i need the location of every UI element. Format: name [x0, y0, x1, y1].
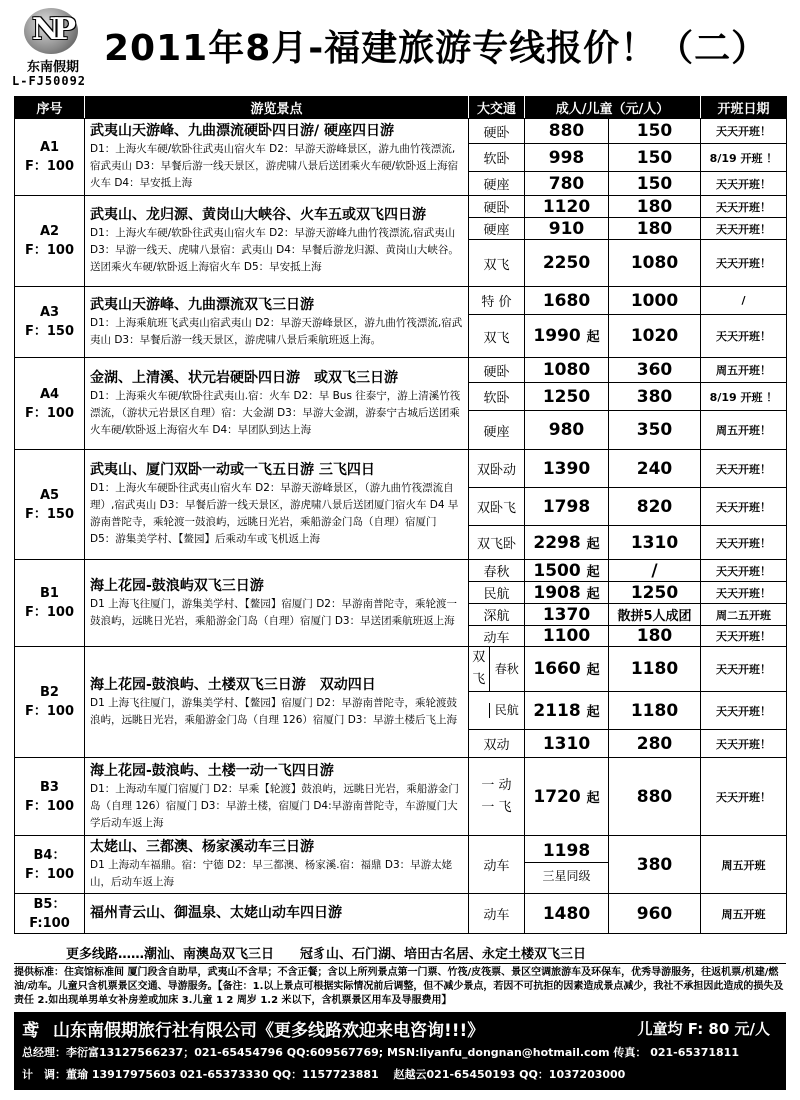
route-title: 海上花园-鼓浪屿双飞三日游	[90, 577, 264, 594]
adult-price: 998	[525, 144, 609, 172]
schedule-cell: 天天开班！	[701, 526, 787, 560]
route-title: 武夷山天游峰、九曲漂流硬卧四日游/ 硬座四日游	[90, 123, 394, 139]
transport-cell: 硬座	[469, 218, 525, 240]
child-price: 360	[609, 358, 701, 383]
route-info-cell	[85, 647, 469, 758]
child-price: 1020	[609, 315, 701, 358]
transport-cell: 动车	[469, 836, 525, 894]
child-price: 820	[609, 488, 701, 526]
adult-price: 1680	[525, 287, 609, 315]
schedule-cell: 天天开班！	[701, 647, 787, 692]
adult-price: 1720	[533, 786, 581, 807]
route-info-cell	[85, 836, 469, 894]
child-price: 1310	[609, 526, 701, 560]
child-price: 180	[609, 626, 701, 647]
adult-price: 1198	[525, 840, 608, 863]
adult-price-cell	[525, 758, 609, 836]
schedule-cell: 天天开班！	[701, 730, 787, 758]
route-code-cell: A2 F：100	[15, 196, 85, 287]
price-suffix: 起	[586, 663, 600, 678]
schedule-cell: 天天开班！	[701, 488, 787, 526]
transport-group-spacer	[469, 703, 489, 718]
transport-cell: 硬卧	[469, 196, 525, 218]
table-row	[15, 287, 787, 315]
route-code-cell: B4： F：100	[15, 836, 85, 894]
transport-cell: 民航	[494, 703, 519, 717]
adult-price: 1390	[525, 450, 609, 488]
route-title: 海上花园-鼓浪屿、土楼一动一飞四日游	[90, 762, 334, 779]
route-info-cell	[85, 450, 469, 560]
child-price: 350	[609, 411, 701, 450]
route-info-cell	[85, 196, 469, 287]
schedule-cell: /	[701, 287, 787, 315]
page-title: 2011年8月-福建旅游专线报价！（二）	[104, 28, 769, 69]
service-notes: 提供标准：住宾馆标准间 厦门段含自助早，武夷山不含早；不含正餐；含以上所列景点第一门票、竹筏/皮筏票、景区空调旅游车及环保车，优秀导游服务，往返机票/机建/燃油/动车。儿童只含机票景区交通、导游服务。【备注：1.以上景点可根据实际情况前后调整，但不减少景点，若因不可抗拒的因素造成景点减少，我社不承担因此造成的损失及责任 2.如出现单男单女补房差或加床 3.儿童 1 2 周岁 1.2 米以下，含机票景区用车及导服费用】	[14, 967, 784, 1006]
child-price: 1180	[609, 692, 701, 730]
route-code-cell: A5 F：150	[15, 450, 85, 560]
route-code-cell: A4 F：100	[15, 358, 85, 450]
company-name: 山东南假期旅行社有限公司《更多线路欢迎来电咨询!!!》	[53, 1021, 485, 1041]
route-title: 武夷山、厦门双卧一动或一飞五日游 三飞四日	[90, 462, 375, 478]
schedule-cell: 周五开班	[701, 894, 787, 934]
transport-cell: 软卧	[469, 383, 525, 411]
price-suffix: 起	[586, 564, 600, 580]
transport-cell: 民航	[469, 582, 525, 604]
schedule-cell: 天天开班！	[701, 119, 787, 144]
child-price: 240	[609, 450, 701, 488]
adult-price: 1798	[525, 488, 609, 526]
transport-cell: 双卧动	[469, 450, 525, 488]
adult-price: 1310	[525, 730, 609, 758]
transport-cell: 硬座	[469, 411, 525, 450]
child-fee-note: 儿童均 F: 80 元/人	[637, 1020, 770, 1038]
adult-price: 1908	[533, 582, 581, 603]
transport-cell: 春秋	[494, 661, 519, 676]
schedule-cell: 周五开班	[701, 836, 787, 894]
bird-logo-icon: 鸢	[22, 1021, 39, 1041]
route-info-cell	[85, 287, 469, 358]
adult-price: 910	[525, 218, 609, 240]
schedule-cell: 天天开班！	[701, 560, 787, 582]
route-description: D1：上海乘火车硬/软卧往武夷山.宿：火车 D2：早 Bus 往泰宁，游上清溪竹筏漂流，（游状元岩景区自理）宿：大金湖 D3：早游大金湖，游泰宁古城后送团乘火车硬/软卧返上海宿火车 D4：早团队到达上海	[90, 389, 461, 436]
transport-cell: 动车	[469, 626, 525, 647]
schedule-cell: 天天开班！	[701, 172, 787, 196]
adult-price: 880	[525, 119, 609, 144]
child-price: 1250	[609, 582, 701, 604]
route-description: D1 上海动车福鼎。宿：宁德 D2：早三都澳、杨家溪.宿：福鼎 D3：早游太姥山，后动车返上海	[90, 859, 453, 888]
adult-price-cell	[525, 526, 609, 560]
adult-price-cell	[525, 560, 609, 582]
price-suffix: 起	[586, 704, 600, 720]
child-price: 960	[609, 894, 701, 934]
table-row	[15, 894, 787, 934]
transport-group-cell	[469, 647, 525, 692]
more-routes: 更多线路……潮汕、南澳岛双飞三日 冠豸山、石门湖、培田古名居、永定土楼双飞三日	[14, 940, 786, 964]
transport-group-cell	[469, 692, 525, 730]
transport-cell: 软卧	[469, 144, 525, 172]
transport-cell: 双飞	[469, 315, 525, 358]
child-price: 380	[609, 836, 701, 894]
transport-cell: 双飞	[469, 240, 525, 287]
table-row	[15, 450, 787, 488]
table-row	[15, 560, 787, 582]
child-price: 1080	[609, 240, 701, 287]
transport-cell: 春秋	[469, 560, 525, 582]
route-info-cell	[85, 560, 469, 647]
route-title: 武夷山、龙归源、黄岗山大峡谷、火车五或双飞四日游	[90, 207, 426, 223]
table-row	[15, 758, 787, 836]
route-info-cell	[85, 758, 469, 836]
schedule-cell: 8/19 开班 ！	[701, 383, 787, 411]
child-price: 280	[609, 730, 701, 758]
adult-price: 980	[525, 411, 609, 450]
child-price: 150	[609, 119, 701, 144]
route-code-cell: B2 F：100	[15, 647, 85, 758]
route-title: 金湖、上清溪、状元岩硬卧四日游 或双飞三日游	[90, 369, 398, 386]
adult-price: 2250	[525, 240, 609, 287]
col-header-schedule: 开班日期	[701, 97, 787, 119]
footer-brand	[22, 1016, 782, 1041]
transport-cell: 双动	[469, 730, 525, 758]
schedule-cell: 天天开班！	[701, 240, 787, 287]
schedule-cell: 天天开班！	[701, 450, 787, 488]
child-price: 380	[609, 383, 701, 411]
adult-price: 1990	[533, 326, 581, 346]
route-code-cell: B1 F：100	[15, 560, 85, 647]
col-header-transport: 大交通	[469, 97, 525, 119]
table-row	[15, 358, 787, 383]
schedule-cell: 天天开班！	[701, 218, 787, 240]
schedule-cell: 8/19 开班 ！	[701, 144, 787, 172]
logo-name: 东南假期	[26, 60, 79, 75]
route-info-cell	[85, 119, 469, 196]
schedule-cell: 天天开班！	[701, 196, 787, 218]
planner-contact: 计 调：董瑜 13917975603 021-65373330 QQ：1157723881 赵越云021-65450193 QQ：1037203000	[22, 1068, 626, 1081]
adult-price: 1480	[525, 894, 609, 934]
col-header-number: 序号	[15, 97, 85, 119]
child-price: /	[609, 560, 701, 582]
child-price: 180	[609, 218, 701, 240]
adult-price: 1500	[533, 560, 581, 581]
adult-price: 1080	[525, 358, 609, 383]
child-price: 880	[609, 758, 701, 836]
route-description: D1 上海飞往厦门，游集美学村、【鳌园】宿厦门 D2：早游南普陀寺，乘轮渡鼓浪屿，远眺日光岩，乘船游金门岛（自理 126）宿厦门 D3：早游土楼后飞上海	[90, 696, 457, 726]
child-price: 1000	[609, 287, 701, 315]
route-title: 太姥山、三都澳、杨家溪动车三日游	[90, 839, 314, 855]
col-header-route: 游览景点	[85, 97, 469, 119]
transport-cell: 特 价	[469, 287, 525, 315]
adult-price-cell	[525, 582, 609, 604]
adult-price: 1250	[525, 383, 609, 411]
schedule-cell: 天天开班！	[701, 692, 787, 730]
schedule-cell: 周二五开班	[701, 604, 787, 626]
table-row	[15, 196, 787, 218]
route-description: D1：上海乘航班飞武夷山宿武夷山 D2：早游天游峰景区，游九曲竹筏漂流,宿武夷山 D3：早餐后游一线天景区，游虎啸八景后乘航班返上海。	[90, 316, 463, 346]
schedule-cell: 周五开班！	[701, 358, 787, 383]
transport-cell: 双卧飞	[469, 488, 525, 526]
adult-price: 780	[525, 172, 609, 196]
adult-price: 1120	[525, 196, 609, 218]
adult-price-cell	[525, 315, 609, 358]
adult-price: 1370	[525, 604, 609, 626]
license-code: L-FJ50092	[12, 74, 87, 88]
transport-group-label: 双飞	[469, 647, 489, 691]
page-header	[0, 0, 800, 92]
transport-cell: 硬卧	[469, 358, 525, 383]
transport-cell: 双飞卧	[469, 526, 525, 560]
transport-cell: 动车	[469, 894, 525, 934]
logo-letters: NP	[32, 12, 70, 47]
schedule-cell: 天天开班！	[701, 582, 787, 604]
table-row	[15, 647, 787, 692]
route-code-cell: B3 F：100	[15, 758, 85, 836]
transport-group-table	[469, 647, 524, 691]
price-suffix: 起	[586, 536, 600, 552]
company-logo	[12, 8, 98, 88]
child-price: 180	[609, 196, 701, 218]
adult-price: 1660	[533, 659, 581, 679]
transport-cell: 硬座	[469, 172, 525, 196]
route-code-cell: A1 F：100	[15, 119, 85, 196]
transport-cell: 一 动 一 飞	[469, 758, 525, 836]
price-suffix: 起	[586, 586, 600, 602]
transport-cell: 深航	[469, 604, 525, 626]
schedule-cell: 天天开班！	[701, 758, 787, 836]
table-header-row	[15, 97, 787, 119]
adult-price-cell	[525, 692, 609, 730]
route-code-cell: A3 F：150	[15, 287, 85, 358]
route-title: 武夷山天游峰、九曲漂流双飞三日游	[90, 296, 314, 313]
col-header-price: 成人/儿童（元/人）	[525, 97, 701, 119]
route-description: D1：上海火车硬卧往武夷山宿火车 D2：早游天游峰景区，（游九曲竹筏漂流自理）,宿武夷山 D3：早餐后游一线天景区，游虎啸八景后送团厦门宿火车 D4 早游南普陀寺，乘轮渡一鼓浪屿，远眺日光岩，乘船游金门岛（自理）宿厦门 D5：游集美学村、【鳌园】后乘动车或飞机返上海	[90, 482, 459, 545]
schedule-cell: 周五开班！	[701, 411, 787, 450]
adult-price: 2118	[533, 700, 581, 721]
route-description: D1：上海火车硬/软卧往武夷山宿火车 D2：早游天游峰九曲竹筏漂流,宿武夷山 D3：早游一线天、虎啸八景宿：武夷山 D4：早餐后游龙归源、黄岗山大峡谷。送团乘火车硬/软卧返上海宿火车 D5：早安抵上海	[90, 227, 459, 273]
route-description: D1 上海飞往厦门，游集美学村、【鳌园】宿厦门 D2：早游南普陀寺，乘轮渡一鼓浪屿，远眺日光岩，乘船游金门岛（自理）宿厦门 D3：早送团乘航班返上海	[90, 597, 457, 627]
adult-price-cell	[525, 647, 609, 692]
route-info-cell	[85, 358, 469, 450]
transport-group-table	[469, 703, 524, 718]
schedule-cell: 天天开班！	[701, 315, 787, 358]
transport-cell: 硬卧	[469, 119, 525, 144]
table-row	[15, 119, 787, 144]
route-info-cell	[85, 894, 469, 934]
route-code-cell: B5： F:100	[15, 894, 85, 934]
hotel-grade-note: 三星同级	[542, 869, 591, 883]
price-suffix: 起	[586, 790, 600, 806]
route-title: 福州青云山、御温泉、太姥山动车四日游	[90, 905, 342, 921]
table-row	[15, 836, 787, 894]
price-table	[14, 96, 787, 934]
route-description: D1：上海火车硬/软卧往武夷山宿火车 D2：早游天游峰景区，游九曲竹筏漂流,宿武夷山 D3：早餐后游一线天景区，游虎啸八景后送团乘火车硬/软卧返上海宿火车 D4：早安抵上海	[90, 143, 459, 189]
child-price: 150	[609, 144, 701, 172]
price-suffix: 起	[586, 330, 600, 345]
schedule-cell: 天天开班！	[701, 626, 787, 647]
manager-contact: 总经理：李衍富13127566237；021-65454796 QQ:609567769; MSN:liyanfu_dongnan@hotmail.com 传真： 021-65371811	[22, 1046, 739, 1059]
adult-price: 1100	[525, 626, 609, 647]
footer-contact	[14, 1012, 786, 1090]
child-price: 散拼5人成团	[609, 604, 701, 626]
child-price: 1180	[609, 647, 701, 692]
child-price: 150	[609, 172, 701, 196]
adult-price-cell	[525, 836, 609, 894]
route-description: D1：上海动车厦门宿厦门 D2：早乘【轮渡】鼓浪屿，远眺日光岩，乘船游金门岛（自理 126）宿厦门 D3：早游土楼，宿厦门 D4:早游南普陀寺，车游厦门大学后动车返上海	[90, 782, 459, 829]
route-title: 海上花园-鼓浪屿、土楼双飞三日游 双动四日	[90, 676, 376, 693]
adult-price: 2298	[533, 532, 581, 553]
